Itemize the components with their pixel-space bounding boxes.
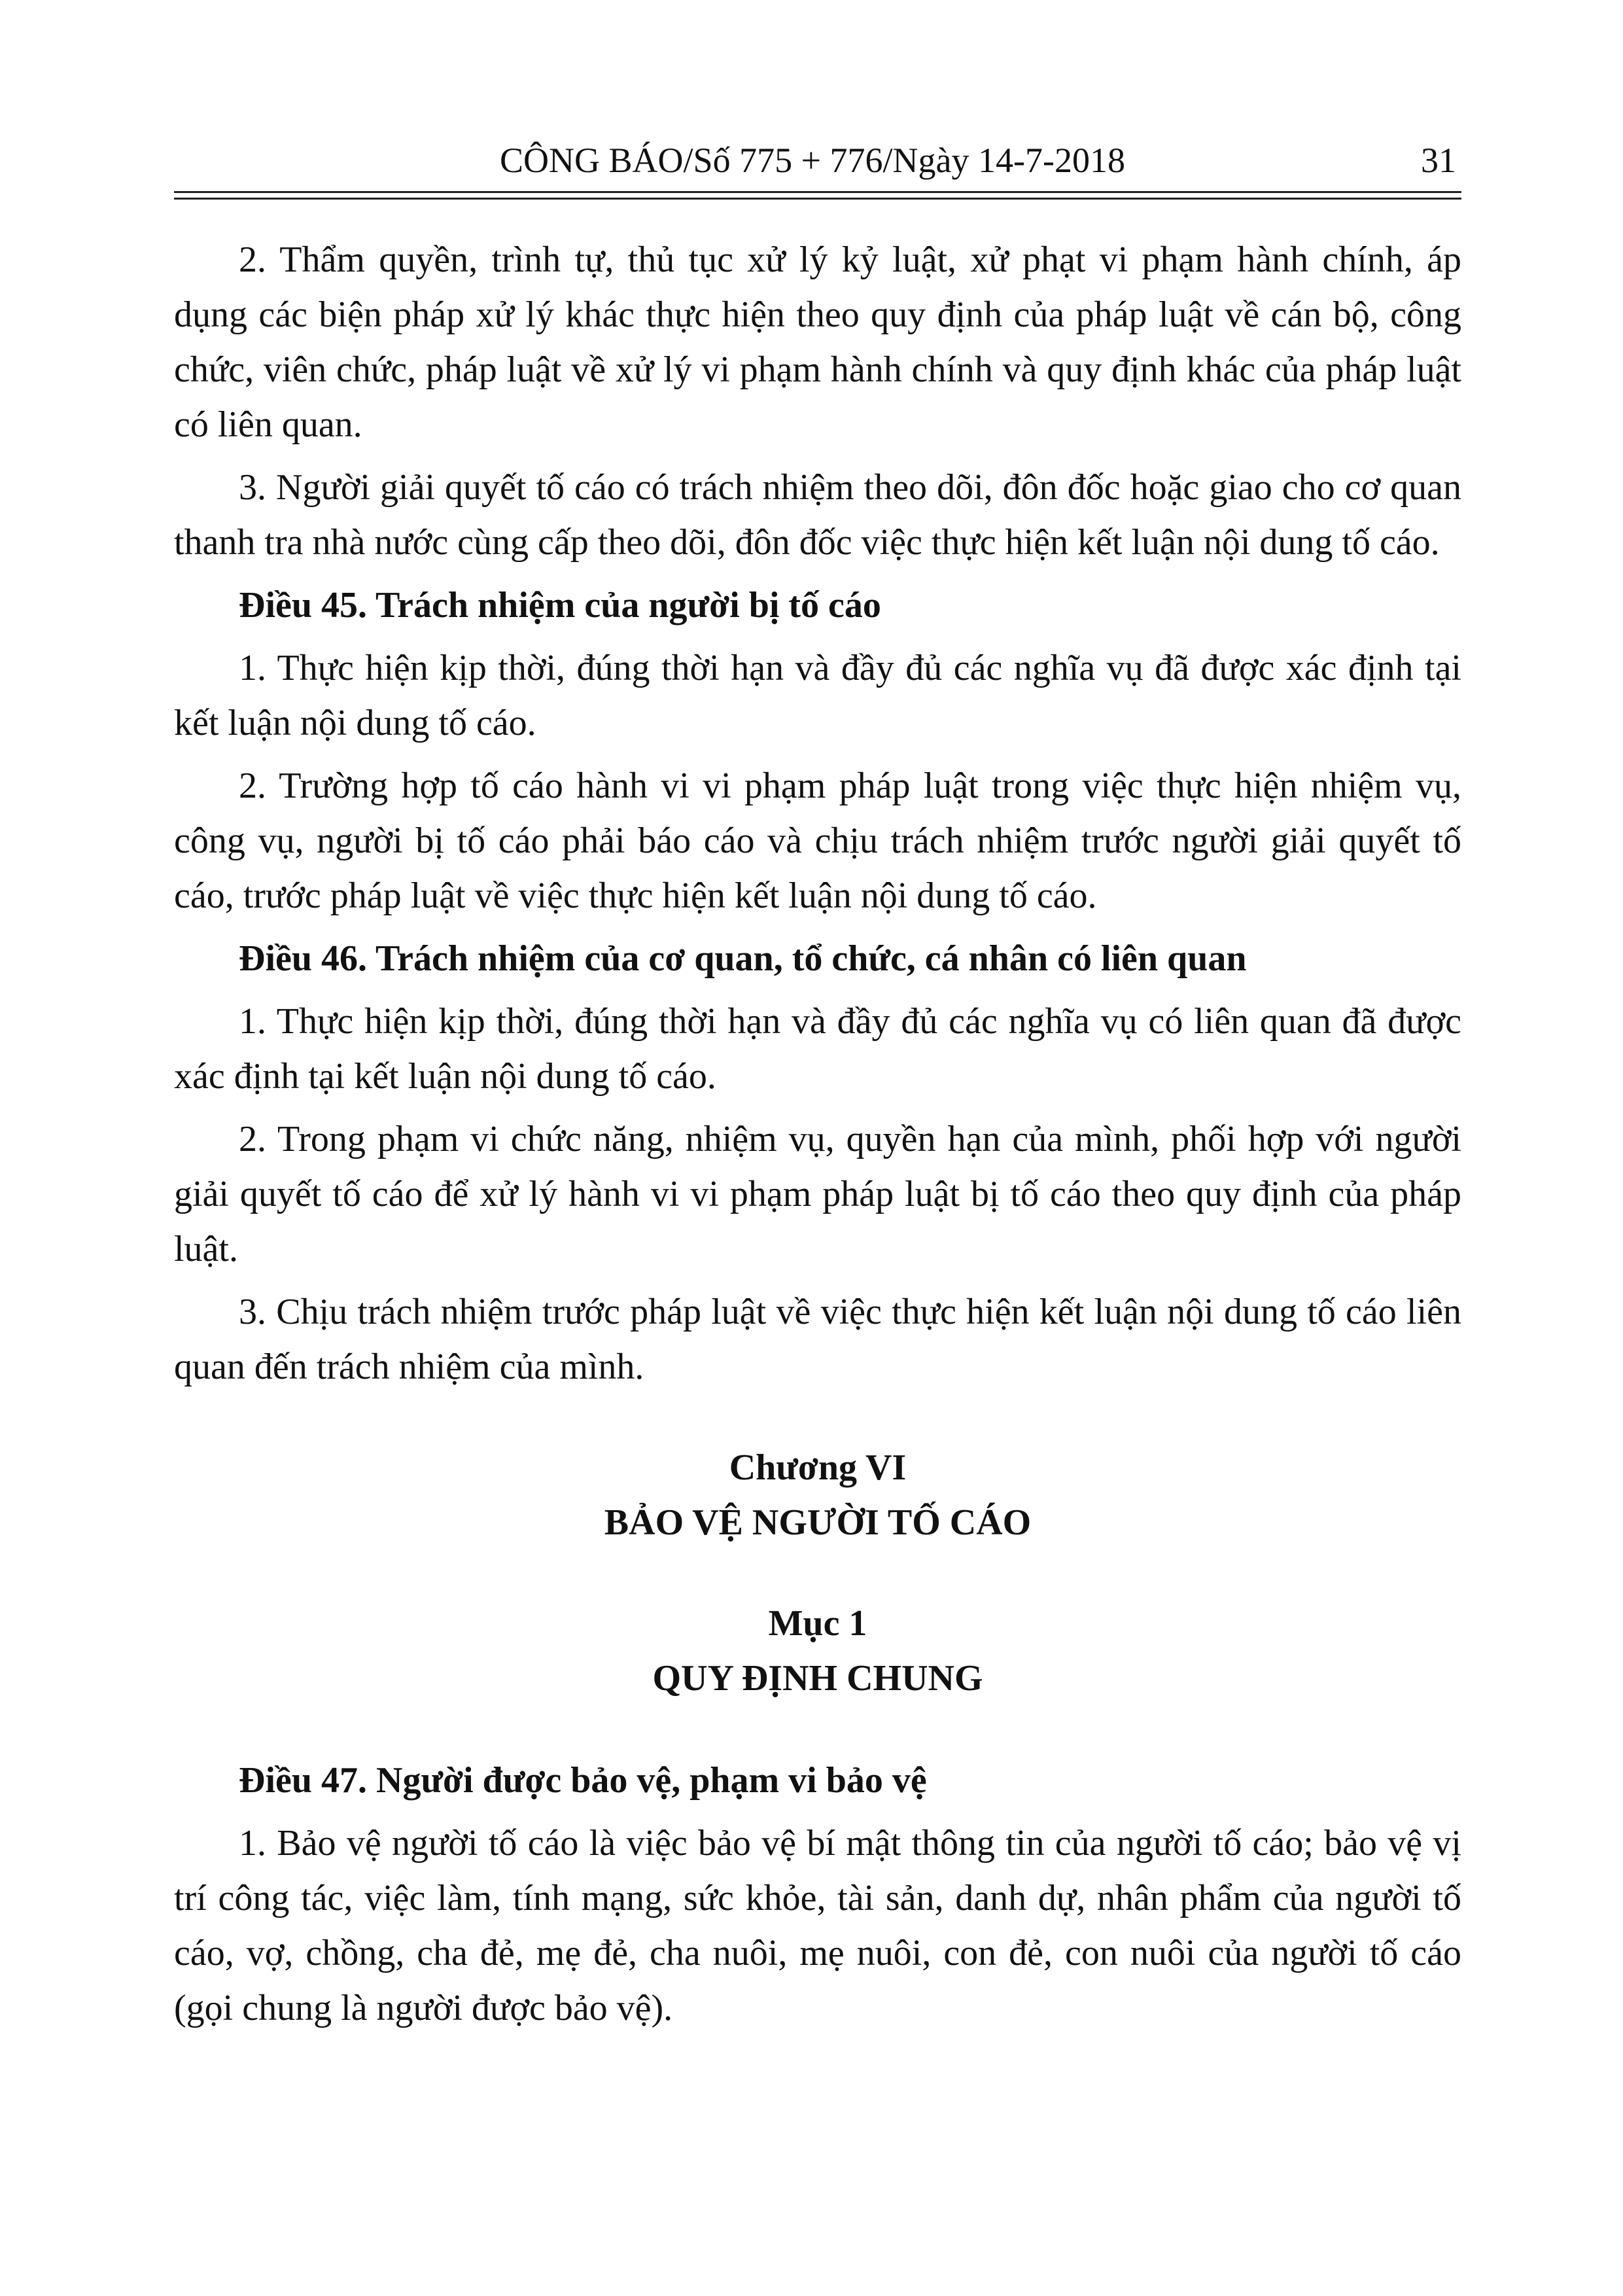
chapter-number: Chương VI — [729, 1447, 907, 1488]
article-46-title: Điều 46. Trách nhiệm của cơ quan, tổ chức, cá nhân có liên quan — [239, 938, 1247, 979]
paragraph: 3. Người giải quyết tố cáo có trách nhiệm theo dõi, đôn đốc hoặc giao cho cơ quan thanh tra nhà nước cùng cấp theo dõi, đôn đốc việc thực hiện kết luận nội dung tố cáo. — [174, 467, 1461, 563]
article-47-title: Điều 47. Người được bảo vệ, phạm vi bảo vệ — [239, 1760, 927, 1801]
article-46-item: 3. Chịu trách nhiệm trước pháp luật về việc thực hiện kết luận nội dung tố cáo liên quan đến trách nhiệm của mình. — [174, 1292, 1461, 1387]
page-number: 31 — [1421, 141, 1456, 180]
article-46-item: 2. Trong phạm vi chức năng, nhiệm vụ, quyền hạn của mình, phối hợp với người giải quyết tố cáo để xử lý hành vi vi phạm pháp luật bị tố cáo theo quy định của pháp luật. — [174, 1119, 1461, 1269]
header-rule-top — [174, 191, 1461, 193]
section-number: Mục 1 — [768, 1603, 867, 1644]
gazette-header-title: CÔNG BÁO/Số 775 + 776/Ngày 14-7-2018 — [500, 141, 1125, 180]
article-46-item: 1. Thực hiện kịp thời, đúng thời hạn và đầy đủ các nghĩa vụ có liên quan đã được xác định tại kết luận nội dung tố cáo. — [174, 1001, 1461, 1097]
section-title: QUY ĐỊNH CHUNG — [652, 1658, 983, 1699]
article-45-title: Điều 45. Trách nhiệm của người bị tố cáo — [239, 585, 881, 626]
article-45-item: 2. Trường hợp tố cáo hành vi vi phạm pháp luật trong việc thực hiện nhiệm vụ, công vụ, người bị tố cáo phải báo cáo và chịu trách nhiệm trước người giải quyết tố cáo, trước pháp luật về việc thực hiện kết luận nội dung tố cáo. — [174, 766, 1461, 916]
document-body — [174, 232, 1461, 2043]
article-45-item: 1. Thực hiện kịp thời, đúng thời hạn và đầy đủ các nghĩa vụ đã được xác định tại kết luận nội dung tố cáo. — [174, 648, 1461, 743]
chapter-title: BẢO VỆ NGƯỜI TỐ CÁO — [604, 1502, 1032, 1543]
header-rule-bottom — [174, 198, 1461, 200]
page-header — [169, 134, 1456, 186]
paragraph: 2. Thẩm quyền, trình tự, thủ tục xử lý kỷ luật, xử phạt vi phạm hành chính, áp dụng các biện pháp xử lý khác thực hiện theo quy định của pháp luật về cán bộ, công chức, viên chức, pháp luật về xử lý vi phạm hành chính và quy định khác của pháp luật có liên quan. — [174, 239, 1461, 445]
article-47-item: 1. Bảo vệ người tố cáo là việc bảo vệ bí mật thông tin của người tố cáo; bảo vệ vị trí công tác, việc làm, tính mạng, sức khỏe, tài sản, danh dự, nhân phẩm của người tố cáo, vợ, chồng, cha đẻ, mẹ đẻ, cha nuôi, mẹ nuôi, con đẻ, con nuôi của người tố cáo (gọi chung là người được bảo vệ). — [174, 1823, 1461, 2028]
chapter-heading — [174, 1440, 1461, 1550]
section-heading — [174, 1596, 1461, 1706]
